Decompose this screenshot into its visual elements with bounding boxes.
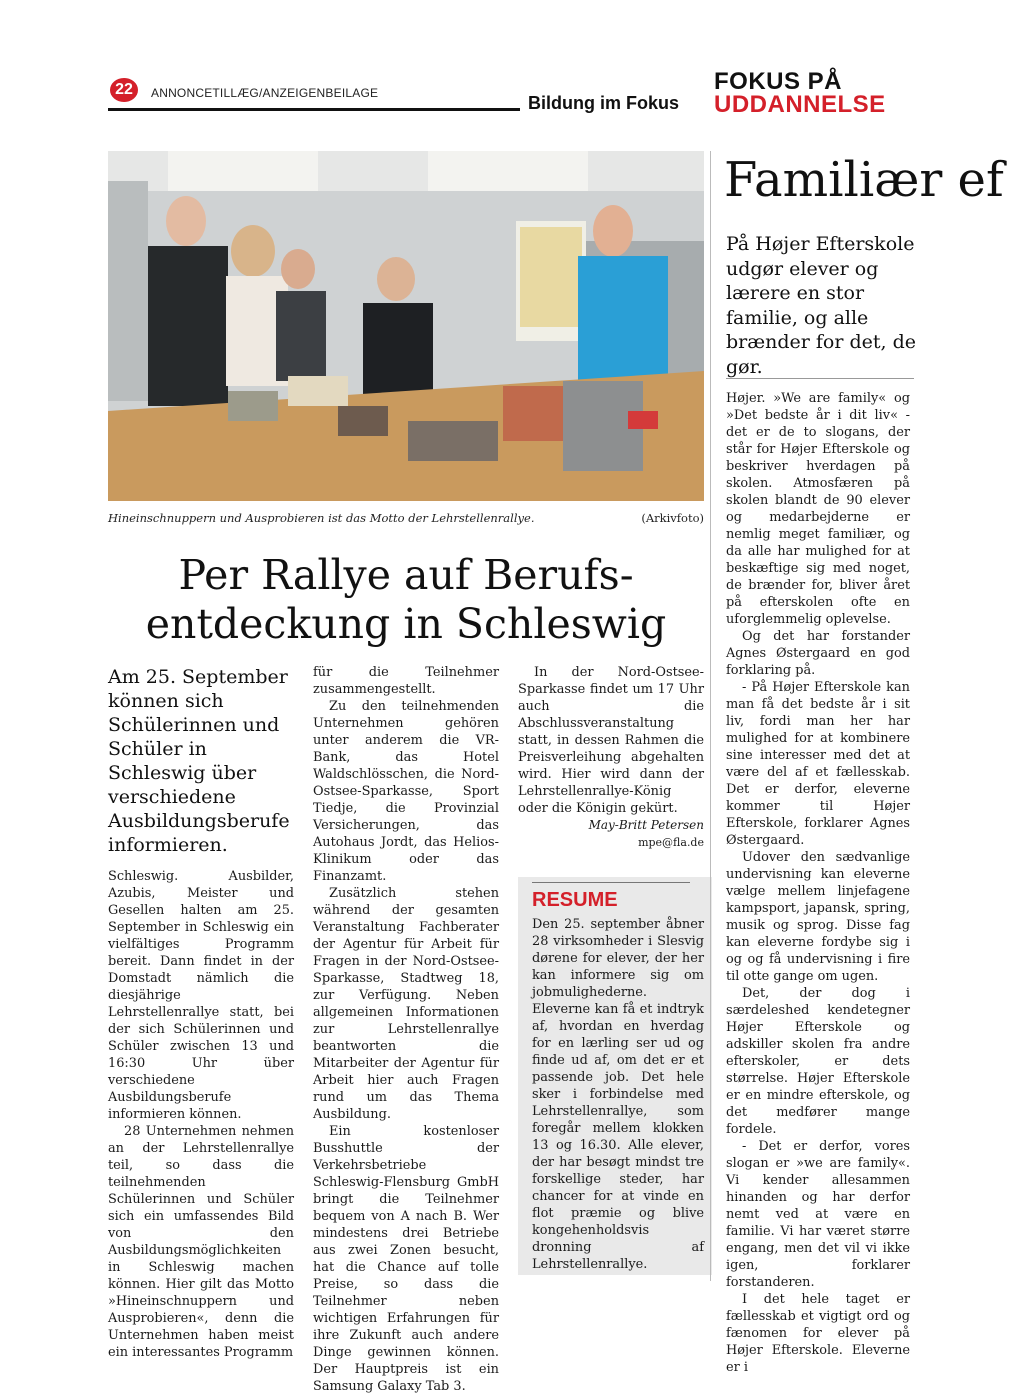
author-email: mpe@fla.de <box>638 836 704 849</box>
right-article-headline: Familiær ef <box>724 152 1004 208</box>
article-photo <box>108 151 704 501</box>
right-paragraph-5: Det, der dog i særdeleshed kendetegner Højer Efterskole og adskiller skolen fra andre efterskoler, er dets størrelse. Højer Efterskole er en mindre efterskole, og det medfører mange fordele. <box>726 986 910 1137</box>
right-paragraph-6: - Det er derfor, vores slogan er »we are family«. Vi kender allesammen hinanden og har derfor nemt ved at være en familie. Vi har været større engang, men det vil vi ikke igen, forklarer forstanderen. <box>726 1139 910 1290</box>
resume-rule <box>532 882 690 883</box>
col2-paragraph-3: Zusätzlich stehen während der gesamten Veranstaltung Fachberater der Agentur für Arbeit für Fragen in der Nord-Ostsee-Sparkasse, Stadtweg 18, zur Verfügung. Neben allgemeinen Informationen zur Lehrstellenrallye beantworten die Mitarbeiter der Agentur für Arbeit hier auch Fragen rund um das Thema Ausbildung. <box>313 886 499 1122</box>
right-paragraph-4: Udover den sædvanlige undervisning kan eleverne vælge mellem linjefagene kampsport, japansk, spring, musik og sprog. Disse fag kan eleverne fordybe sig i og og få undervisning i fire til otte gange om ugen. <box>726 850 910 984</box>
resume-box <box>518 877 712 1275</box>
photo-caption <box>108 511 704 525</box>
fokus-logo-line2: UDDANNELSE <box>714 91 886 118</box>
article-lead: Am 25. September können sich Schülerinnen und Schüler in Schleswig über verschiedene Ausbildungsberufe informieren. <box>108 666 290 856</box>
author-byline: May-Britt Petersen <box>588 818 704 832</box>
column-divider <box>710 151 711 1281</box>
col3-paragraph-1: In der Nord-Ostsee-Sparkasse findet um 17 Uhr auch die Abschlussveranstaltung statt, in dessen Rahmen die Preisverleihung abgehalten wird. Hier wird dann der Lehrstellenrallye-König oder die Königin gekürt. <box>518 665 704 816</box>
photo-credit: (Arkivfoto) <box>641 511 704 525</box>
right-article-lead: På Højer Efterskole udgør elever og lærere en stor familie, og alle brænder for det, de gør. <box>726 233 916 378</box>
caption-text: Hineinschnuppern und Ausprobieren ist das Motto der Lehrstellenrallye. <box>108 511 535 525</box>
col2-paragraph-1: für die Teilnehmer zusammengestellt. <box>313 665 499 697</box>
right-article-rule <box>726 378 914 379</box>
headline-text: Per Rallye auf Berufs-entdeckung in Schleswig <box>145 551 667 648</box>
resume-title: RESUME <box>532 889 618 911</box>
resume-text: Den 25. september åbner 28 virksomheder i Slesvig dørene for elever, der her kan informere sig om jobmulighederne. Eleverne kan få et indtryk af, hvordan en hverdag for en lærling ser ud og finde ud af, om det er et passende job. Det hele sker i forbindelse med Lehrstellenrallye, som foregår mellem klokken 13 og 16.30. Alle elever, der har besøgt mindst tre forskellige steder, har chancer for at vinde en flot præmie og blive kongehenholdsvis dronning af Lehrstellenrallye. <box>532 917 704 1272</box>
col1-paragraph-2: 28 Unternehmen nehmen an der Lehrstellenrallye teil, so dass die teilnehmenden Schülerinnen und Schüler sich ein umfassendes Bild von den Ausbildungsmöglichkeiten in Schleswig machen können. Hier gilt das Motto »Hineinschnuppern und Ausprobieren«, denn die Unternehmen haben meist ein interessantes Programm <box>108 1124 294 1360</box>
col2-paragraph-2: Zu den teilnehmenden Unternehmen gehören unter anderem die VR-Bank, das Hotel Waldschlösschen, die Nord-Ostsee-Sparkasse, Sport Tiedje, die Provinzial Versicherungen, das Autohaus Jordt, das Helios-Klinikum oder das Finanzamt. <box>313 699 499 884</box>
article-column-1 <box>108 868 294 1361</box>
right-article-body <box>726 390 910 1376</box>
page-number: 22 <box>110 78 138 102</box>
right-paragraph-3: - På Højer Efterskole kan man få det bedste år i sit liv, fordi man her har mulighed for at kombinere sine interesser med det at være del af et fællesskab. Det er derfor, eleverne kommer til Højer Efterskole, forklarer Agnes Østergaard. <box>726 680 910 848</box>
col1-paragraph-1: Schleswig. Ausbilder, Azubis, Meister und Gesellen halten am 25. September in Schleswig ein vielfältiges Programm bereit. Dann findet in der Domstadt nämlich die diesjährige Lehrstellenrallye statt, bei der sich Schülerinnen und Schüler zwischen 13 und 16:30 Uhr über verschiedene Ausbildungsberufe informieren können. <box>108 869 294 1122</box>
section-label: ANNONCETILLÆG/ANZEIGENBEILAGE <box>151 86 379 100</box>
article-column-2 <box>313 664 499 1395</box>
right-paragraph-2: Og det har forstander Agnes Østergaard en god forklaring på. <box>726 629 910 678</box>
right-paragraph-1: Højer. »We are family« og »Det bedste år i dit liv« - det er de to slogans, der står for Højer Efterskole og beskriver hverdagen på skolen. Atmosfæren på skolen blandt de 90 elever og medarbejderne er nemlig meget familiær, og da alle har mulighed for at beskæftige sig med noget, de brænder for, bliver året på efterskolen ofte en uforglemmelig oplevelse. <box>726 391 910 627</box>
right-paragraph-7: I det hele taget er fællesskab et vigtigt ord og fænomen for elever på Højer Efterskole. Eleverne er i <box>726 1292 910 1375</box>
article-column-3 <box>518 664 704 851</box>
article-headline <box>108 551 704 649</box>
fokus-logo-line1: FOKUS PÅ <box>714 68 843 95</box>
header-rule <box>108 108 520 111</box>
col2-paragraph-4: Ein kostenloser Busshuttle der Verkehrsbetriebe Schleswig-Flensburg GmbH bringt die Teilnehmer bequem von A nach B. Wer mindestens drei Betriebe aus zwei Zonen besucht, hat die Chance auf tolle Preise, so dass die Teilnehmer neben wichtigen Erfahrungen für ihre Zukunft auch andere Dinge gewinnen können. Der Hauptpreis ist ein Samsung Galaxy Tab 3. <box>313 1124 499 1394</box>
bildung-im-fokus-label: Bildung im Fokus <box>528 93 679 113</box>
